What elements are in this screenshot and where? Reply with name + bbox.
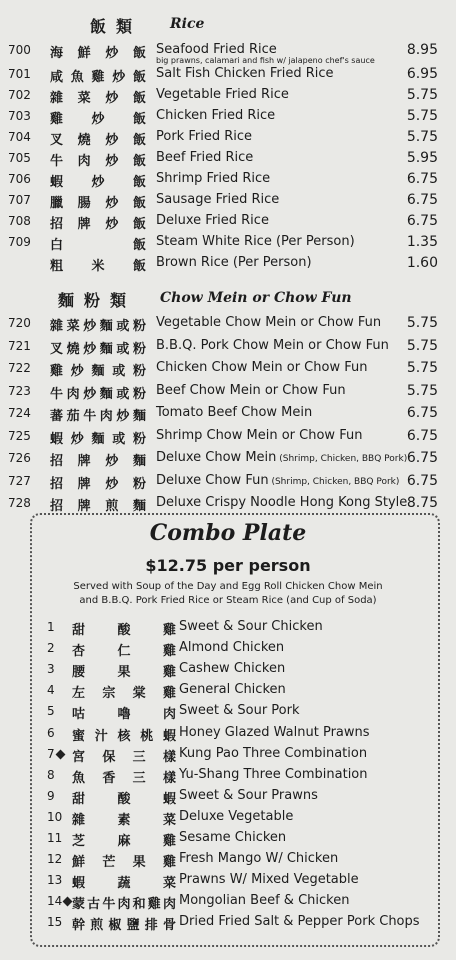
- combo-number: 7: [47, 747, 64, 761]
- item-price: 6.75: [406, 213, 438, 229]
- item-name: B.B.Q. Pork Chow Mein or Chow Fun: [156, 337, 389, 353]
- item-number: 728: [8, 496, 31, 510]
- combo-name: Kung Pao Three Combination: [179, 745, 368, 761]
- menu-item: [0, 403, 456, 424]
- combo-item: [0, 638, 456, 659]
- combo-item: [0, 659, 456, 680]
- combo-name: Prawns W/ Mixed Vegetable: [179, 872, 359, 888]
- combo-name: Deluxe Vegetable: [179, 808, 294, 824]
- item-price: 6.75: [406, 450, 438, 466]
- combo-item: [0, 744, 456, 765]
- item-chinese-name: 蝦 炒 麵 或 粉: [50, 431, 146, 447]
- combo-chinese-name: 魚 香 三 樣: [72, 770, 176, 786]
- combo-item: [0, 786, 456, 807]
- noodle-en-title: Chow Mein or Chow Fun: [160, 290, 352, 306]
- item-price: 5.75: [406, 315, 438, 331]
- menu-item: [0, 471, 456, 492]
- item-number: 706: [8, 172, 31, 186]
- menu-item: [0, 190, 456, 211]
- item-price: 6.75: [406, 427, 438, 444]
- chili-pepper-icon: [55, 749, 65, 759]
- combo-number: 12: [47, 852, 63, 867]
- combo-name: Almond Chicken: [179, 640, 285, 656]
- item-price: 6.75: [406, 192, 438, 208]
- menu-item: [0, 448, 456, 469]
- rice-zh-title: 飯類: [90, 17, 143, 36]
- item-name: Brown Rice (Per Person): [156, 255, 312, 270]
- item-number: 727: [8, 473, 31, 488]
- item-chinese-name: 海 鮮 炒 飯: [50, 46, 146, 61]
- combo-number: 1: [47, 620, 55, 634]
- item-chinese-name: 白 飯: [50, 238, 146, 253]
- menu-item: [0, 85, 456, 106]
- combo-name: Cashew Chicken: [179, 661, 286, 677]
- combo-number: 2: [47, 641, 55, 656]
- item-price: 5.95: [406, 150, 438, 166]
- item-number: 725: [8, 428, 31, 443]
- item-chinese-name: 雜 菜 炒 飯: [50, 91, 146, 106]
- item-name: Chicken Chow Mein or Chow Fun: [156, 360, 368, 375]
- combo-number: 4: [47, 683, 55, 698]
- menu-item: [0, 127, 456, 148]
- combo-chinese-name: 腰 果 雞: [72, 665, 176, 681]
- combo-number: 8: [47, 767, 55, 782]
- combo-name: Honey Glazed Walnut Prawns: [179, 724, 370, 740]
- combo-item: [0, 701, 456, 722]
- combo-name: Fresh Mango W/ Chicken: [179, 851, 339, 867]
- combo-name: General Chicken: [179, 682, 286, 698]
- item-price: 5.75: [406, 337, 438, 354]
- menu-item: [0, 148, 456, 169]
- combo-name: Mongolian Beef & Chicken: [179, 893, 350, 909]
- combo-chinese-name: 雜 素 菜: [72, 812, 176, 828]
- combo-number: 9: [47, 788, 55, 803]
- item-number: 700: [8, 43, 31, 57]
- item-price: 8.95: [406, 42, 438, 58]
- combo-chinese-name: 咕 嚕 肉: [72, 707, 176, 723]
- item-chinese-name: 招 牌 炒 飯: [50, 217, 146, 232]
- item-name: Sausage Fried Rice: [156, 192, 280, 207]
- combo-number: 3: [47, 662, 55, 677]
- combo-number: 14: [47, 894, 71, 908]
- item-chinese-name: 蝦 炒 飯: [50, 175, 146, 190]
- item-name: Pork Fried Rice: [156, 129, 252, 144]
- item-name: Deluxe Fried Rice: [156, 213, 269, 228]
- combo-number: 10: [47, 809, 63, 824]
- rice-en-title: Rice: [170, 16, 205, 32]
- item-chinese-name: 咸 魚 雞 炒 飯: [50, 70, 146, 85]
- combo-chinese-name: 蒙 古 牛 肉 和 雞 肉: [72, 897, 176, 913]
- item-number: 709: [8, 235, 31, 249]
- item-chinese-name: 蕃 茄 牛 肉 炒 麵: [50, 409, 146, 424]
- item-name: Steam White Rice (Per Person): [156, 234, 355, 249]
- item-chinese-name: 招 牌 炒 麵: [50, 454, 146, 469]
- combo-chinese-name: 鮮 芒 果 雞: [72, 855, 176, 871]
- combo-item: [0, 870, 456, 891]
- combo-chinese-name: 幹 煎 椒 鹽 排 骨: [72, 918, 176, 934]
- item-number: 705: [8, 151, 31, 165]
- item-name: Shrimp Fried Rice: [156, 171, 271, 186]
- item-number: 721: [8, 338, 31, 353]
- menu-item: [0, 381, 456, 402]
- item-chinese-name: 雞 炒 飯: [50, 112, 146, 127]
- item-chinese-name: 粗 米 飯: [50, 259, 146, 274]
- menu-item: [0, 232, 456, 253]
- item-name: Deluxe Chow Mein (Shrimp, Chicken, BBQ Pork): [156, 450, 408, 465]
- combo-description-line-2: and B.B.Q. Pork Fried Rice or Steam Rice (and Cup of Soda): [79, 595, 377, 606]
- combo-chinese-name: 甜 酸 雞: [72, 623, 176, 638]
- item-number: 704: [8, 130, 31, 144]
- combo-name: Yu-Shang Three Combination: [179, 766, 368, 782]
- menu-item: [0, 106, 456, 127]
- combo-item: [0, 617, 456, 638]
- item-name: Beef Chow Mein or Chow Fun: [156, 382, 346, 398]
- menu-item: [0, 426, 456, 447]
- combo-name: Dried Fried Salt & Pepper Pork Chops: [179, 914, 420, 930]
- menu-item: [0, 64, 456, 85]
- combo-description-line-1: Served with Soup of the Day and Egg Roll Chicken Chow Mein: [73, 581, 383, 592]
- noodle-header: [0, 288, 456, 312]
- combo-price: $12.75 per person: [145, 556, 311, 575]
- item-price: 6.75: [406, 405, 438, 421]
- item-number: 722: [8, 361, 31, 375]
- combo-description: [50, 580, 406, 608]
- item-chinese-name: 雜 菜 炒 麵 或 粉: [50, 319, 146, 334]
- item-price: 6.75: [406, 171, 438, 187]
- item-name: Seafood Fried Rice: [156, 42, 277, 57]
- item-price: 5.75: [406, 108, 438, 124]
- item-chinese-name: 雞 炒 麵 或 粉: [50, 364, 146, 379]
- item-name: Tomato Beef Chow Mein: [156, 405, 313, 420]
- item-price: 6.95: [406, 66, 438, 82]
- item-price: 6.75: [406, 472, 438, 489]
- menu-item: [0, 313, 456, 334]
- item-number: 723: [8, 383, 31, 398]
- combo-chinese-name: 蝦 蔬 菜: [72, 876, 176, 892]
- item-chinese-name: 臘 腸 炒 飯: [50, 196, 146, 211]
- item-price: 5.75: [406, 360, 438, 376]
- item-price: 1.35: [406, 234, 438, 250]
- item-note: big prawns, calamari and fish w/ jalapeno chef's sauce: [156, 56, 375, 65]
- item-name: Deluxe Chow Fun (Shrimp, Chicken, BBQ Pork): [156, 472, 400, 488]
- combo-chinese-name: 蜜 汁 核 桃 蝦: [72, 728, 176, 744]
- item-chinese-name: 牛 肉 炒 飯: [50, 154, 146, 169]
- item-chinese-name: 叉 燒 炒 麵 或 粉: [50, 341, 146, 357]
- menu-item: [0, 336, 456, 357]
- menu-item: [0, 211, 456, 232]
- item-chinese-name: 叉 燒 炒 飯: [50, 133, 146, 148]
- combo-chinese-name: 芝 麻 雞: [72, 834, 176, 849]
- item-price: 5.75: [406, 129, 438, 145]
- item-number: 703: [8, 109, 31, 123]
- combo-chinese-name: 甜 酸 蝦: [72, 791, 176, 807]
- combo-number: 13: [47, 873, 63, 888]
- combo-number: 11: [47, 831, 63, 845]
- item-chinese-name: 招 牌 煎 麵: [50, 499, 146, 514]
- item-name: Vegetable Fried Rice: [156, 87, 289, 102]
- item-detail: (Shrimp, Chicken, BBQ Pork): [268, 476, 400, 487]
- combo-name: Sesame Chicken: [179, 830, 287, 845]
- combo-item: [0, 807, 456, 828]
- menu-item: [0, 493, 456, 514]
- combo-title: Combo Plate: [149, 520, 307, 546]
- item-name: Salt Fish Chicken Fried Rice: [156, 66, 334, 81]
- noodle-zh-title: 麵粉類: [58, 291, 137, 310]
- item-number: 726: [8, 451, 31, 465]
- combo-item: [0, 849, 456, 870]
- menu-item: [0, 169, 456, 190]
- item-number: 702: [8, 88, 31, 102]
- combo-number: 15: [47, 915, 63, 930]
- item-price: 5.75: [406, 87, 438, 103]
- item-name: Shrimp Chow Mein or Chow Fun: [156, 427, 363, 443]
- item-chinese-name: 牛 肉 炒 麵 或 粉: [50, 386, 146, 402]
- item-name: Deluxe Crispy Noodle Hong Kong Style: [156, 495, 408, 510]
- combo-item: [0, 765, 456, 786]
- combo-item: [0, 912, 456, 933]
- combo-name: Sweet & Sour Pork: [179, 703, 300, 719]
- combo-number: 6: [47, 725, 55, 740]
- item-name: Vegetable Chow Mein or Chow Fun: [156, 315, 382, 330]
- combo-name: Sweet & Sour Chicken: [179, 619, 323, 634]
- item-price: 5.75: [406, 382, 438, 399]
- item-number: 720: [8, 316, 31, 330]
- combo-chinese-name: 宮 保 三 樣: [72, 749, 176, 765]
- item-price: 8.75: [406, 495, 438, 511]
- item-price: 1.60: [406, 255, 438, 271]
- menu-item: [0, 253, 456, 274]
- item-number: 707: [8, 193, 31, 207]
- combo-chinese-name: 左 宗 棠 雞: [72, 686, 176, 702]
- combo-item: [0, 891, 456, 912]
- rice-header: [0, 14, 456, 38]
- combo-item: [0, 680, 456, 701]
- combo-number: 5: [47, 704, 55, 719]
- item-name: Chicken Fried Rice: [156, 108, 276, 123]
- item-chinese-name: 招 牌 炒 粉: [50, 476, 146, 492]
- combo-item: [0, 723, 456, 744]
- combo-name: Sweet & Sour Prawns: [179, 787, 318, 803]
- item-detail: (Shrimp, Chicken, BBQ Pork): [276, 454, 408, 464]
- item-number: 708: [8, 214, 31, 228]
- item-number: 701: [8, 67, 31, 81]
- combo-chinese-name: 杏 仁 雞: [72, 644, 176, 660]
- combo-item: [0, 828, 456, 849]
- item-name: Beef Fried Rice: [156, 150, 254, 165]
- menu-item: [0, 358, 456, 379]
- item-number: 724: [8, 406, 31, 420]
